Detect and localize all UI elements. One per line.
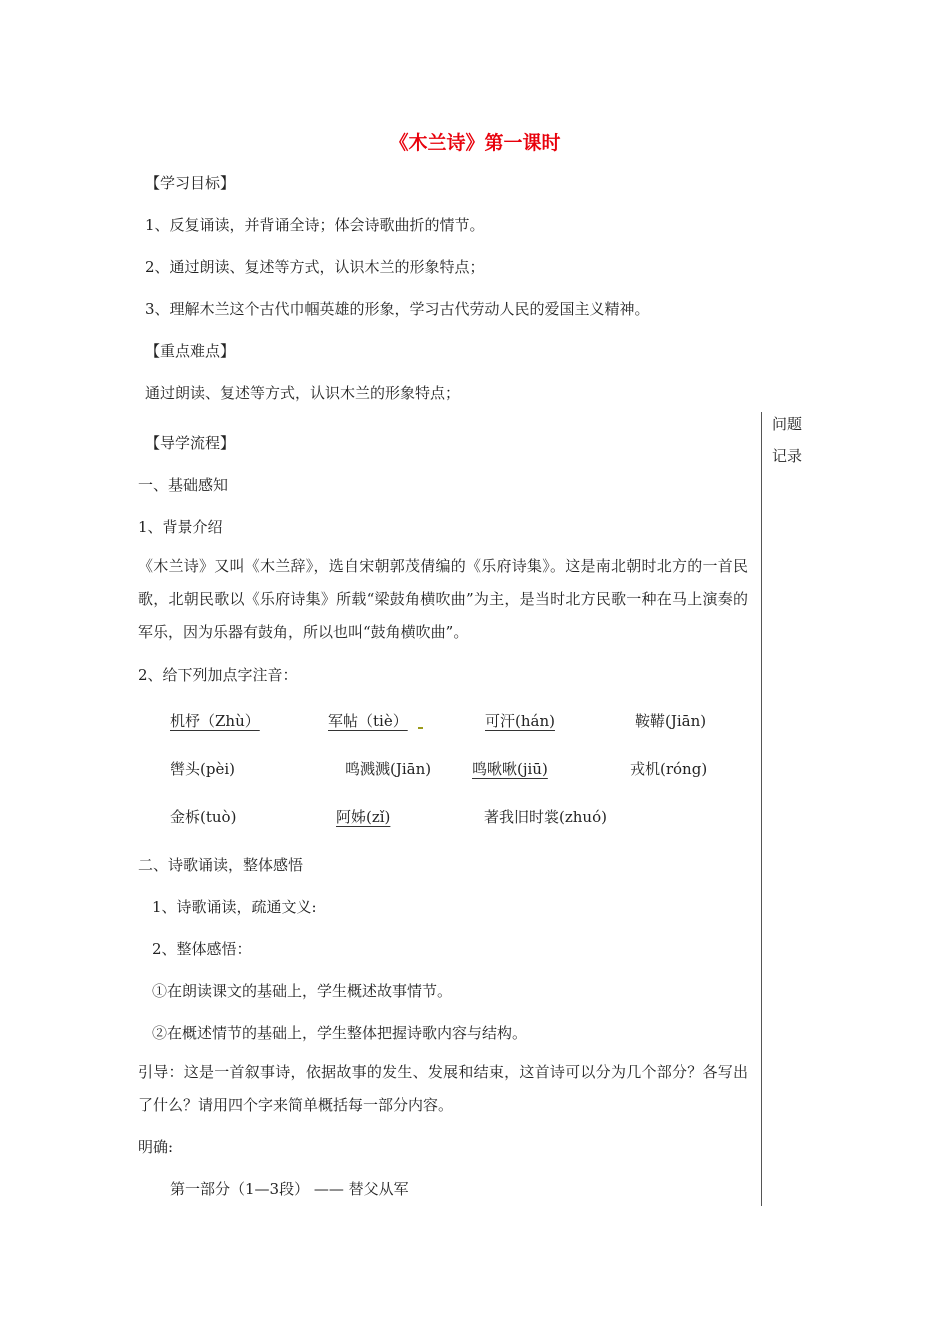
pinyin-item: 著我旧时裳(zhuó) bbox=[484, 808, 607, 826]
key-text: 通过朗读、复述等方式，认识木兰的形象特点； bbox=[145, 384, 461, 402]
goal-item-1: 1、反复诵读，并背诵全诗；体会诗歌曲折的情节。 bbox=[145, 216, 485, 234]
side-note-line2: 记录 bbox=[772, 447, 803, 465]
section1-summary: 第一部分（1—3段） —— 替父从军 bbox=[170, 1180, 409, 1198]
flow-heading: 【导学流程】 bbox=[145, 434, 236, 452]
pinyin-heading: 2、给下列加点字注音： bbox=[138, 666, 298, 684]
pinyin-item: 阿姊(zǐ) bbox=[336, 808, 391, 826]
pinyin-item: 辔头(pèi) bbox=[170, 760, 235, 778]
part1-heading: 一、基础感知 bbox=[138, 476, 229, 494]
pinyin-item: 可汗(hán) bbox=[485, 712, 555, 730]
goal-item-3: 3、理解木兰这个古代巾帼英雄的形象，学习古代劳动人民的爱国主义精神。 bbox=[145, 300, 650, 318]
margin-divider bbox=[761, 412, 762, 1206]
pinyin-item: 机杼（Zhù） bbox=[170, 712, 260, 730]
pinyin-item: 鞍鞯(Jiān) bbox=[635, 712, 707, 730]
page-title: 《木兰诗》第一课时 bbox=[389, 132, 561, 154]
pinyin-item: 金柝(tuò) bbox=[170, 808, 237, 826]
part2-heading: 二、诗歌诵读，整体感悟 bbox=[138, 856, 304, 874]
circle-item-2: ②在概述情节的基础上，学生整体把握诗歌内容与结构。 bbox=[152, 1024, 528, 1042]
goal-item-2: 2、通过朗读、复述等方式，认识木兰的形象特点； bbox=[145, 258, 485, 276]
step1-text: 1、诗歌诵读，疏通文义: bbox=[152, 898, 317, 916]
circle-item-1: ①在朗读课文的基础上，学生概述故事情节。 bbox=[152, 982, 453, 1000]
background-heading: 1、背景介绍 bbox=[138, 518, 223, 536]
key-heading: 【重点难点】 bbox=[145, 342, 236, 360]
pinyin-item: 军帖（tiè） bbox=[328, 710, 424, 731]
edit-mark bbox=[418, 727, 423, 729]
pinyin-item: 戎机(róng) bbox=[630, 760, 708, 778]
guide-text: 引导：这是一首叙事诗，依据故事的发生、发展和结束，这首诗可以分为几个部分？各写出了什么？请用四个字来简单概括每一部分内容。 bbox=[138, 1063, 748, 1114]
goals-heading: 【学习目标】 bbox=[145, 174, 236, 192]
step2-text: 2、整体感悟： bbox=[152, 940, 252, 958]
background-text: 《木兰诗》又叫《木兰辞》，选自宋朝郭茂倩编的《乐府诗集》。这是南北朝时北方的一首民歌，北朝民歌以《乐府诗集》所载“梁鼓角横吹曲”为主，是当时北方民歌一种在马上演奏的军乐，因为乐器有鼓角，所以也叫“鼓角横吹曲”。 bbox=[138, 557, 748, 641]
side-note-line1: 问题 bbox=[772, 415, 803, 433]
pinyin-item: 鸣啾啾(jiū) bbox=[472, 760, 548, 778]
clarify-label: 明确: bbox=[138, 1138, 174, 1156]
pinyin-item: 鸣溅溅(Jiān) bbox=[345, 760, 432, 778]
